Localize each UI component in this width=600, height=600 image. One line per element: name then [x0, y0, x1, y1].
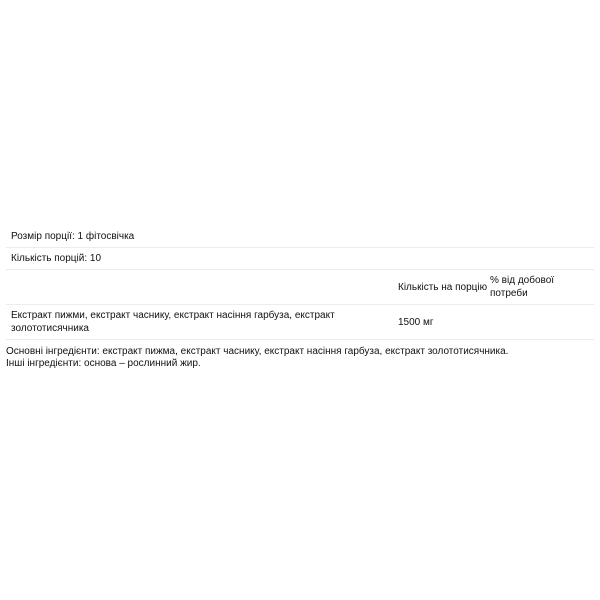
serving-size-row — [6, 226, 594, 248]
ingredient-amount: 1500 мг — [398, 316, 434, 328]
servings-count-row — [6, 248, 594, 270]
header-daily-value: % від добової потреби — [490, 275, 555, 299]
other-ingredients-text: Інші інгредієнти: основа – рослинний жир. — [6, 358, 201, 369]
ingredient-name: Екстракт пижми, екстракт часнику, екстракт насіння гарбуза, екстракт золототисячника — [11, 310, 335, 334]
servings-count-text: Кількість порцій: 10 — [11, 253, 102, 264]
table-row — [6, 305, 594, 340]
ingredients-notes — [6, 346, 596, 370]
table-header-row — [6, 270, 594, 305]
serving-size-text: Розмір порції: 1 фітосвічка — [11, 231, 135, 242]
supplement-facts-table — [6, 226, 594, 340]
main-ingredients-text: Основні інгредієнти: екстракт пижма, екстракт часнику, екстракт насіння гарбуза, екстракт золототисячника. — [6, 346, 509, 357]
header-amount: Кількість на порцію — [398, 281, 488, 293]
